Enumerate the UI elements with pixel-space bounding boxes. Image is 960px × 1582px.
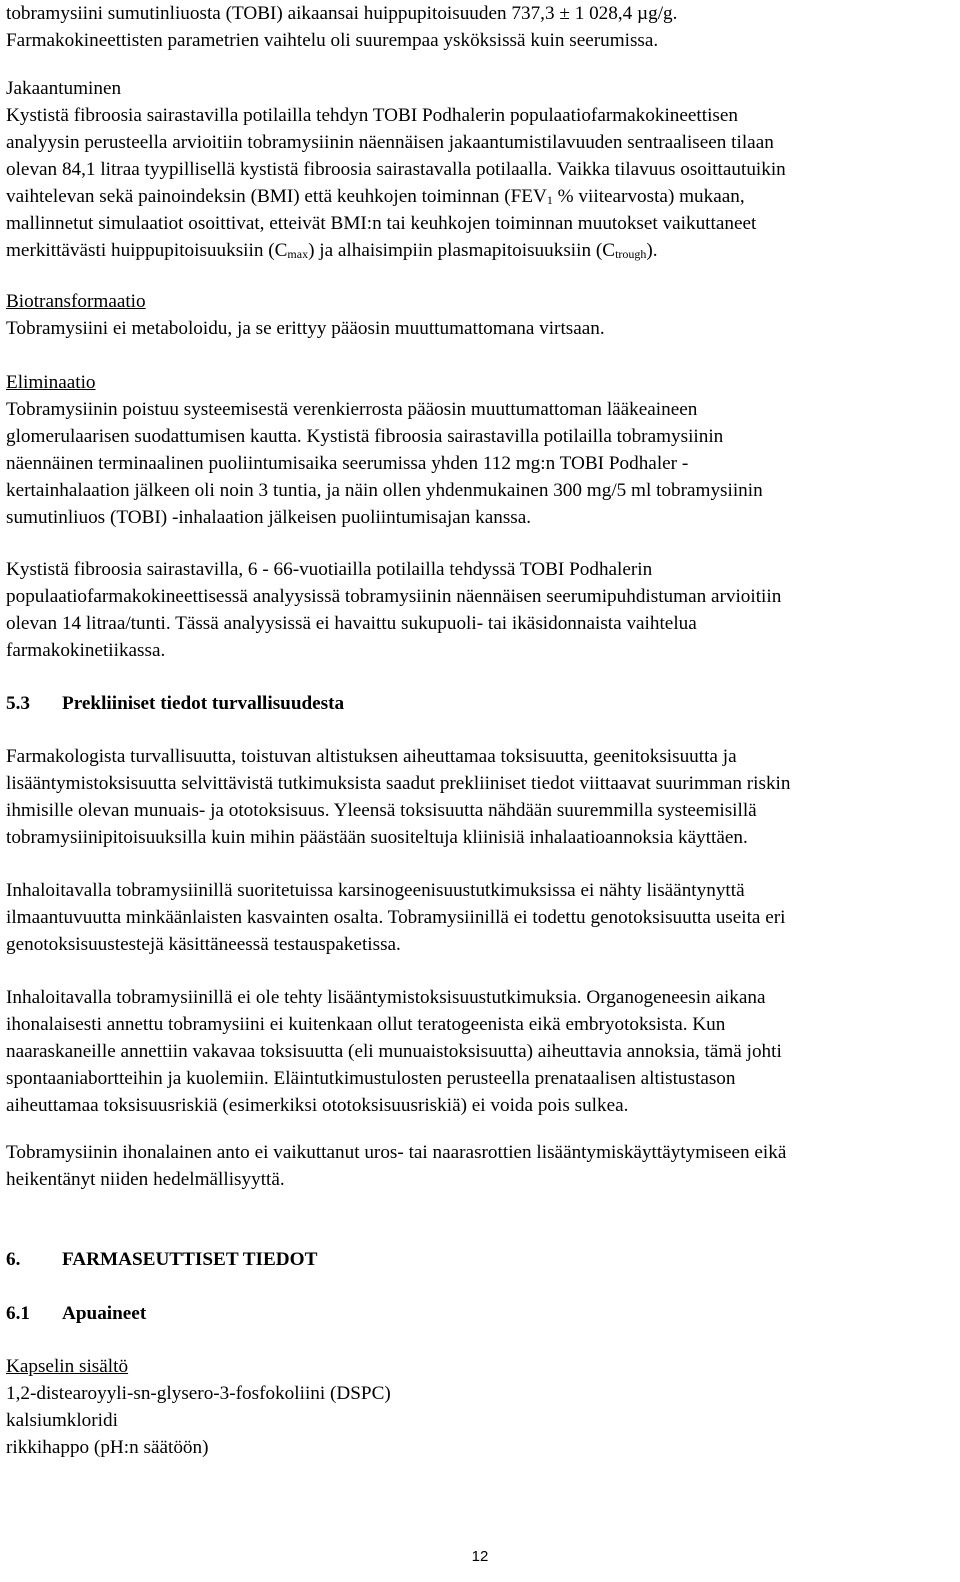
- section-number: 6.: [6, 1249, 21, 1270]
- text-line: Farmakokineettisten parametrien vaihtelu oli suurempaa ysköksissä kuin seerumissa.: [6, 30, 659, 51]
- section-heading-6: [6, 1246, 954, 1273]
- text-line: ihmisille olevan munuais- ja ototoksisuus. Yleensä toksisuutta nähdään suuremmilla systeemisillä: [6, 800, 757, 821]
- section-distribution: [6, 75, 954, 264]
- text-line: populaatiofarmakokineettisessä analyysissä tobramysiinin näennäisen seerumipuhdistuman arvioitiin: [6, 586, 782, 607]
- text-fragment: vaihtelevan sekä painoindeksin (BMI) että keuhkojen toiminnan (FEV: [6, 186, 547, 207]
- text-line: näennäinen terminaalinen puoliintumisaika seerumissa yhden 112 mg:n TOBI Podhaler -: [6, 453, 689, 474]
- text-fragment: ).: [646, 240, 658, 261]
- section-title: Prekliiniset tiedot turvallisuudesta: [62, 693, 345, 714]
- subheading-elimination: Eliminaatio: [6, 372, 96, 393]
- section-title: FARMASEUTTISET TIEDOT: [62, 1249, 318, 1270]
- text-line: tobramysiini sumutinliuostа (TOBI) aikaansai huippupitoisuuden 737,3 ± 1 028,4 µg/g.: [6, 3, 678, 24]
- text-line: [6, 183, 954, 210]
- text-line: heikentänyt niiden hedelmällisyyttä.: [6, 1169, 285, 1190]
- text-line: analyysin perusteella arvioitiin tobramysiinin näennäisen jakaantumistilavuuden sentraaliseen tilaan: [6, 132, 774, 153]
- list-item: rikkihappo (pH:n säätöön): [6, 1437, 209, 1458]
- text-line: Tobramysiini ei metaboloidu, ja se erittyy pääosin muuttumattomana virtsaan.: [6, 318, 605, 339]
- section-capsule-contents: [6, 1353, 954, 1461]
- text-line: Inhaloitavalla tobramysiinillä ei ole tehty lisääntymistoksisuustutkimuksia. Organogeneesin aikana: [6, 987, 766, 1008]
- text-line: Tobramysiinin ihonalainen anto ei vaikuttanut uros- tai naarasrottien lisääntymiskäyttäytymiseen eikä: [6, 1142, 787, 1163]
- text-fragment: ) ja alhaisimpiin plasmapitoisuuksiin (C: [308, 240, 616, 261]
- page-number: 12: [471, 1548, 489, 1565]
- text-fragment: merkittävästi huippupitoisuuksiin (C: [6, 240, 288, 261]
- text-line: [6, 237, 954, 264]
- text-line: mallinnetut simulaatiot osoittivat, etteivät BMI:n tai keuhkojen toiminnan muutokset vaikuttaneet: [6, 213, 757, 234]
- text-line: Kystistä fibroosia sairastavilla potilailla tehdyn TOBI Podhalerin populaatiofarmakokineettisen: [6, 105, 738, 126]
- section-elimination: [6, 369, 954, 531]
- clearance-paragraph: [6, 556, 954, 664]
- subheading-distribution: Jakaantuminen: [6, 78, 122, 99]
- subscript: 1: [546, 193, 553, 207]
- subscript: trough: [615, 247, 647, 261]
- section-biotransformation: [6, 288, 954, 342]
- text-line: tobramysiinipitoisuuksilla kuin mihin päästään suositeltuja kliinisiä inhalaatioannoksia käyttäen.: [6, 827, 748, 848]
- preclinical-paragraph-4: [6, 1139, 954, 1193]
- intro-paragraph: [6, 0, 954, 54]
- section-number: 5.3: [6, 693, 30, 714]
- text-line: aiheuttamaa toksisuusriskiä (esimerkiksi ototoksisuusriskiä) ei voida pois sulkea.: [6, 1095, 629, 1116]
- preclinical-paragraph-3: [6, 984, 954, 1119]
- text-line: glomerulaarisen suodattumisen kautta. Kystistä fibroosia sairastavilla potilailla tobramysiinin: [6, 426, 724, 447]
- subscript: max: [287, 247, 309, 261]
- preclinical-paragraph-1: [6, 743, 954, 851]
- text-line: Inhaloitavalla tobramysiinillä suoritetuissa karsinogeenisuustutkimuksissa ei nähty lisääntynyttä: [6, 880, 745, 901]
- preclinical-paragraph-2: [6, 877, 954, 958]
- text-line: Kystistä fibroosia sairastavilla, 6 - 66-vuotiailla potilailla tehdyssä TOBI Podhalerin: [6, 559, 653, 580]
- text-line: genotoksisuustestejä käsittäneessä testauspaketissa.: [6, 934, 401, 955]
- text-line: naaraskaneille annettiin vakavaa toksisuutta (eli munuaistoksisuutta) aiheuttavia annoksia, tämä johti: [6, 1041, 782, 1062]
- section-heading-6-1: [6, 1300, 954, 1327]
- text-line: olevan 14 litraa/tunti. Tässä analyysissä ei havaittu sukupuoli- tai ikäsidonnaista vaihtelua: [6, 613, 697, 634]
- text-line: ilmaantuvuutta minkäänlaisten kasvainten osalta. Tobramysiinillä ei todettu genotoksisuutta useita eri: [6, 907, 786, 928]
- text-line: Farmakologista turvallisuutta, toistuvan altistuksen aiheuttamaa toksisuutta, geenitoksisuutta ja: [6, 746, 737, 767]
- list-item: 1,2-distearoyyli-sn-glysero-3-fosfokoliini (DSPC): [6, 1383, 391, 1404]
- text-line: olevan 84,1 litraa tyypillisellä kystistä fibroosia sairastavalla potilaalla. Vaikka tilavuus osoittautuikin: [6, 159, 786, 180]
- text-line: sumutinliuos (TOBI) -inhalaation jälkeisen puoliintumisajan kanssa.: [6, 507, 532, 528]
- subheading-biotransformation: Biotransformaatio: [6, 291, 146, 312]
- subheading-capsule-contents: Kapselin sisältö: [6, 1356, 129, 1377]
- section-title: Apuaineet: [62, 1303, 147, 1324]
- text-line: ihonalaisesti annettu tobramysiini ei kuitenkaan ollut teratogeenista eikä embryotoksista. Kun: [6, 1014, 726, 1035]
- text-line: kertainhalaation jälkeen oli noin 3 tuntia, ja näin ollen yhdenmukainen 300 mg/5 ml tobramysiinin: [6, 480, 763, 501]
- list-item: kalsiumkloridi: [6, 1410, 118, 1431]
- text-line: farmakokinetiikassa.: [6, 640, 166, 661]
- text-line: spontaaniabortteihin ja kuolemiin. Eläintutkimustulosten perusteella prenataalisen altistustason: [6, 1068, 736, 1089]
- section-number: 6.1: [6, 1303, 30, 1324]
- text-line: lisääntymistoksisuutta selvittävistä tutkimuksista saadut prekliiniset tiedot viittaavat suurimman riskin: [6, 773, 791, 794]
- section-heading-5-3: [6, 690, 954, 717]
- text-fragment: % viitearvosta) mukaan,: [552, 186, 745, 207]
- text-line: Tobramysiinin poistuu systeemisestä verenkierrosta pääosin muuttumattoman lääkeaineen: [6, 399, 698, 420]
